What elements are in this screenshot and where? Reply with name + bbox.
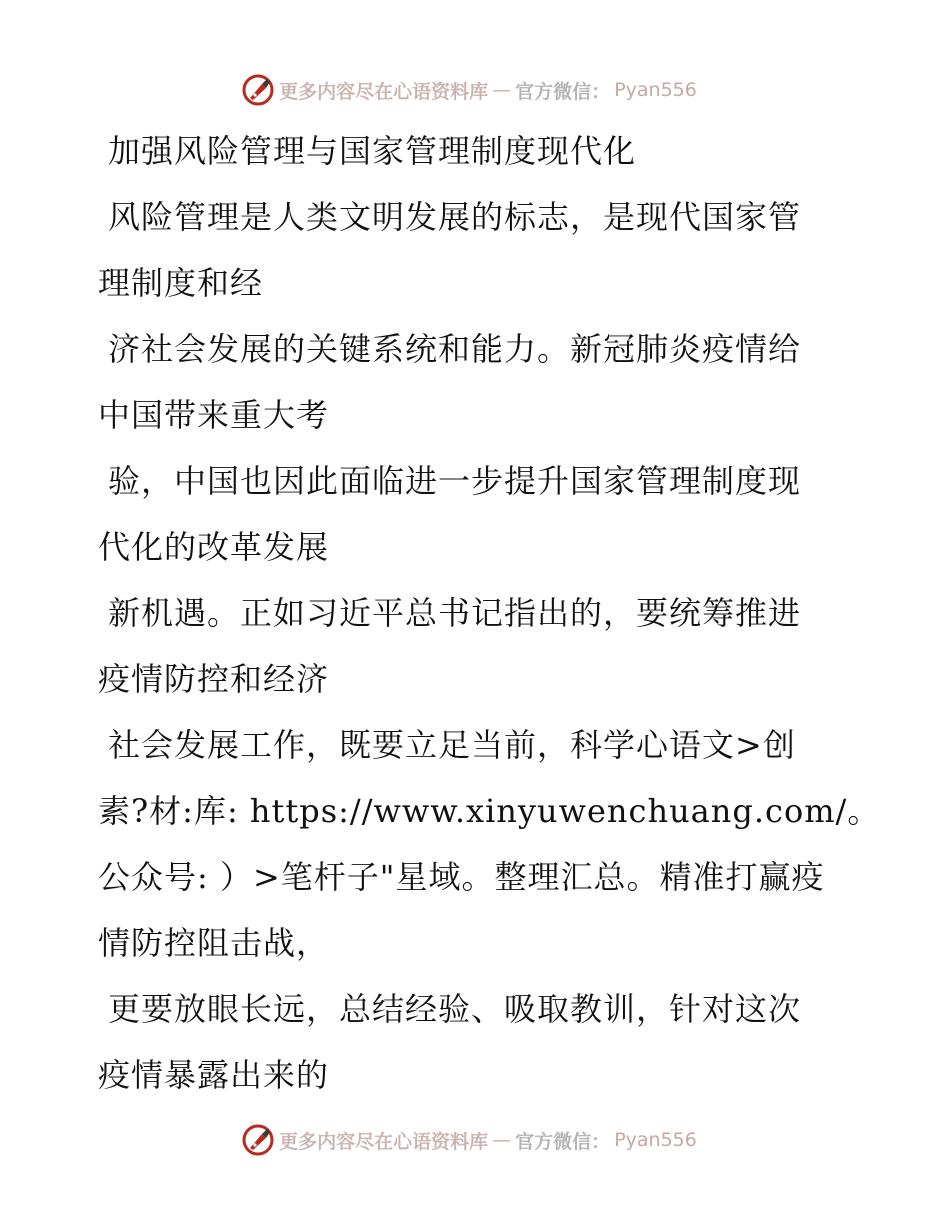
paragraph-line: 中国带来重大考: [98, 396, 330, 434]
watermark-dash: —: [492, 1129, 512, 1151]
paragraph-line: 济社会发展的关键系统和能力。新冠肺炎疫情给: [108, 330, 802, 368]
watermark-dash: —: [492, 79, 512, 101]
watermark-site-text: 更多内容尽在心语资料库: [279, 1130, 489, 1153]
paragraph-line: 疫情防控和经济: [98, 660, 330, 698]
watermark-wechat-label: 官方微信：: [515, 80, 611, 103]
paragraph-line: 社会发展工作，既要立足当前，科学心语文>创: [108, 726, 796, 764]
paragraph-line: 情防控阻击战，: [98, 924, 330, 962]
paragraph-line: 风险管理是人类文明发展的标志，是现代国家管: [108, 198, 802, 236]
footer-watermark: [0, 1120, 950, 1160]
document-body: [98, 118, 881, 1108]
watermark-group: [241, 1123, 697, 1157]
pen-nib-icon: [241, 1123, 275, 1157]
watermark-wechat-id: Pyan556: [614, 79, 697, 101]
paragraph-line: 新机遇。正如习近平总书记指出的，要统筹推进: [108, 594, 802, 632]
paragraph-line: 理制度和经: [98, 264, 264, 302]
watermark-wechat-id: Pyan556: [614, 1129, 697, 1151]
paragraph-line: 公众号: ）>笔杆子"星域。整理汇总。精准打赢疫: [98, 858, 825, 896]
paragraph-line: 代化的改革发展: [98, 528, 330, 566]
watermark-wechat-label: 官方微信：: [515, 1130, 611, 1153]
watermark-group: [241, 73, 697, 107]
paragraph-line-url: 素?材:库: https://www.xinyuwenchuang.com/。: [98, 792, 881, 830]
header-watermark: [0, 70, 950, 110]
watermark-site-text: 更多内容尽在心语资料库: [279, 80, 489, 103]
pen-nib-icon: [241, 73, 275, 107]
paragraph-line: 疫情暴露出来的: [98, 1056, 330, 1094]
paragraph-line: 验，中国也因此面临进一步提升国家管理制度现: [108, 462, 802, 500]
paragraph-line: 更要放眼长远，总结经验、吸取教训，针对这次: [108, 990, 802, 1028]
document-title: 加强风险管理与国家管理制度现代化: [108, 132, 637, 170]
